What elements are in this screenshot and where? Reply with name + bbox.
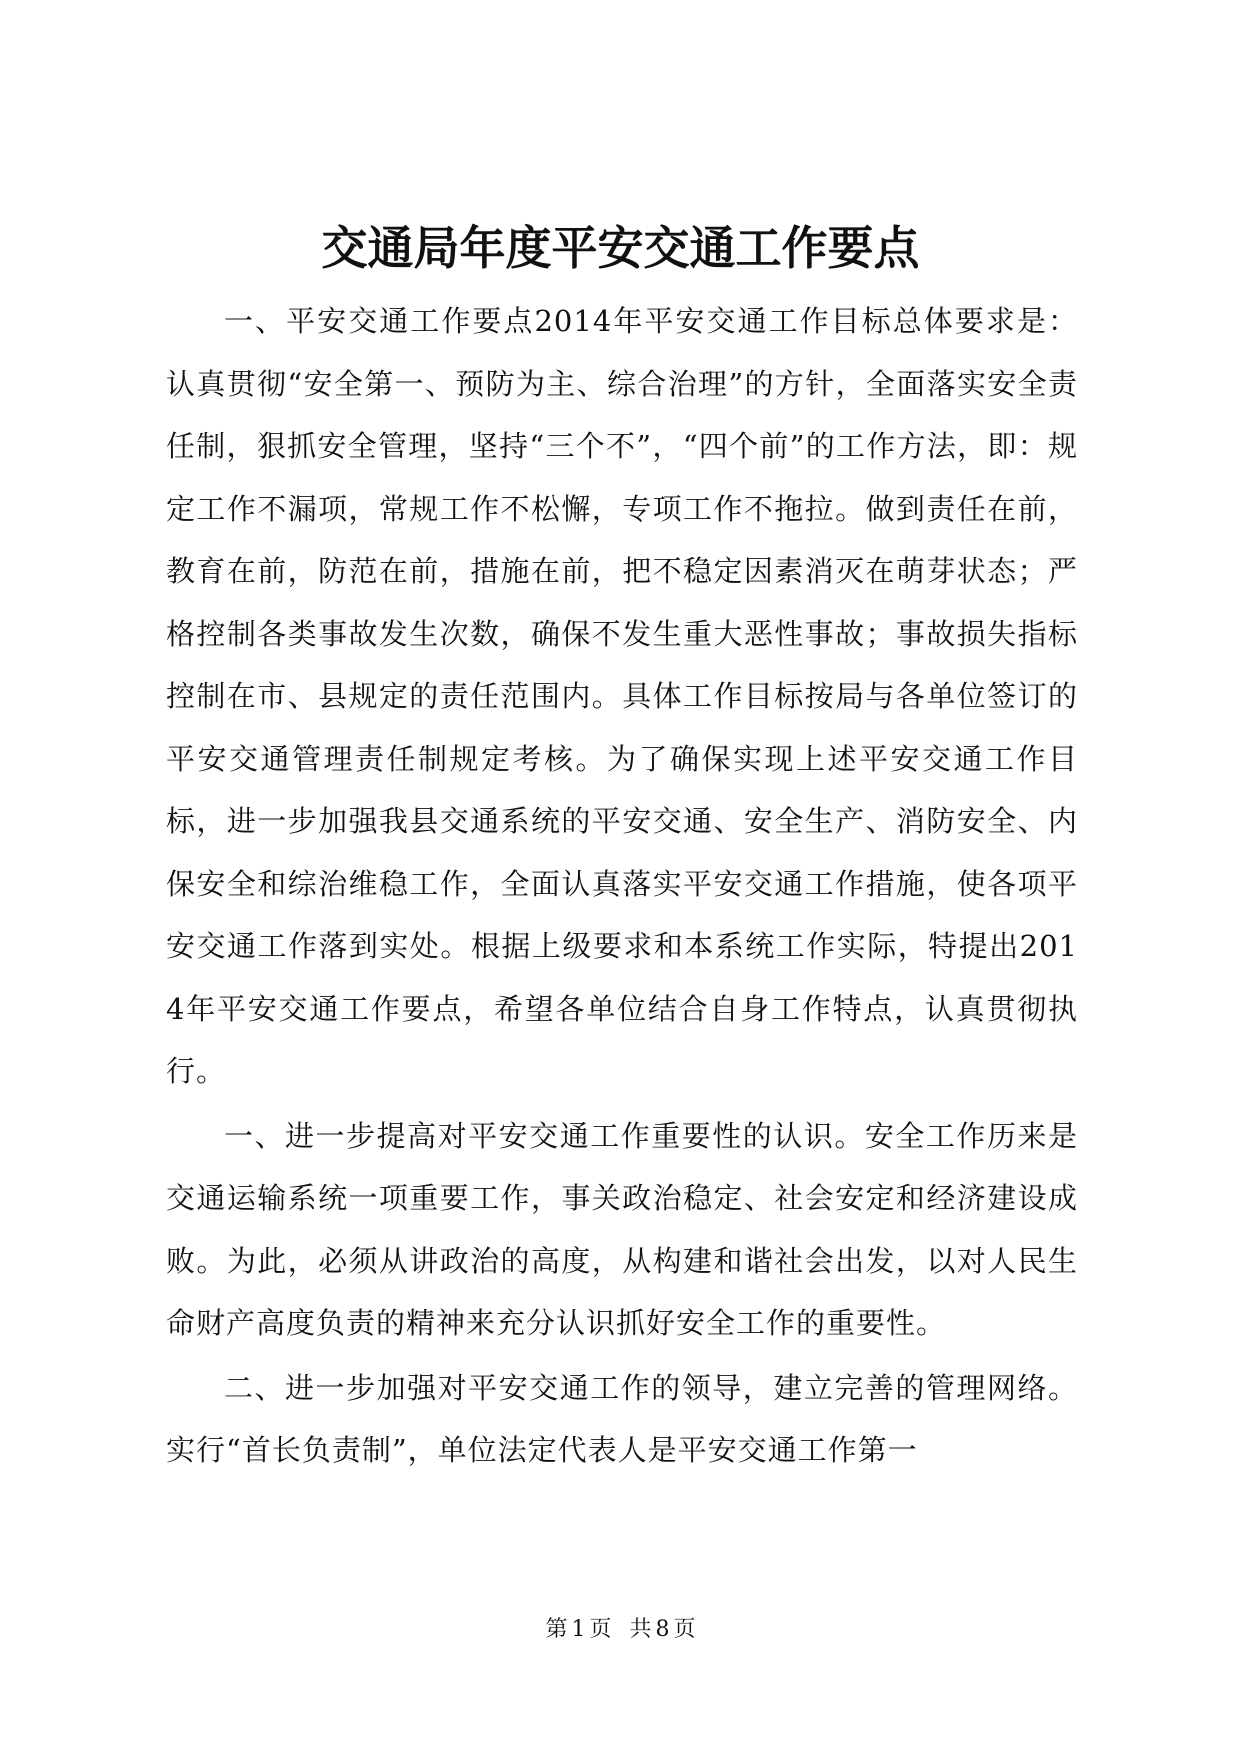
paragraph-3: 二、进一步加强对平安交通工作的领导，建立完善的管理网络。实行“首长负责制”，单位法定代表人是平安交通工作第一 bbox=[166, 1370, 1078, 1467]
page-label-prefix: 第 bbox=[545, 1617, 568, 1642]
paragraph-1: 一、平安交通工作要点2014年平安交通工作目标总体要求是：认真贯彻“安全第一、预防为主、综合治理”的方针，全面落实安全责任制，狠抓安全管理，坚持“三个不”，“四个前”的工作方法，即：规定工作不漏项，常规工作不松懈，专项工作不拖拉。做到责任在前，教育在前，防范在前，措施在前，把不稳定因素消灭在萌芽状态；严格控制各类事故发生次数，确保不发生重大恶性事故；事故损失指标控制在市、县规定的责任范围内。具体工作目标按局与各单位签订的平安交通管理责任制规定考核。为了确保实现上述平安交通工作目标，进一步加强我县交通系统的平安交通、安全生产、消防安全、内保安全和综治维稳工作，全面认真落实平安交通工作措施，使各项平安交通工作落到实处。根据上级要求和本系统工作实际，特提出2014年平安交通工作要点，希望各单位结合自身工作特点，认真贯彻执行。 bbox=[166, 304, 1078, 1088]
current-page-number: 1 bbox=[571, 1617, 586, 1642]
total-pages-number: 8 bbox=[655, 1617, 670, 1642]
document-title: 交通局年度平安交通工作要点 bbox=[321, 221, 920, 275]
page-label-suffix: 页 bbox=[589, 1617, 612, 1642]
document-body bbox=[166, 290, 1078, 1484]
page-footer bbox=[0, 1615, 1241, 1645]
total-label-prefix: 共 bbox=[629, 1617, 652, 1642]
total-label-suffix: 页 bbox=[673, 1617, 696, 1642]
paragraph-2: 一、进一步提高对平安交通工作重要性的认识。安全工作历来是交通运输系统一项重要工作，事关政治稳定、社会安定和经济建设成败。为此，必须从讲政治的高度，从构建和谐社会出发，以对人民生命财产高度负责的精神来充分认识抓好安全工作的重要性。 bbox=[166, 1118, 1078, 1340]
